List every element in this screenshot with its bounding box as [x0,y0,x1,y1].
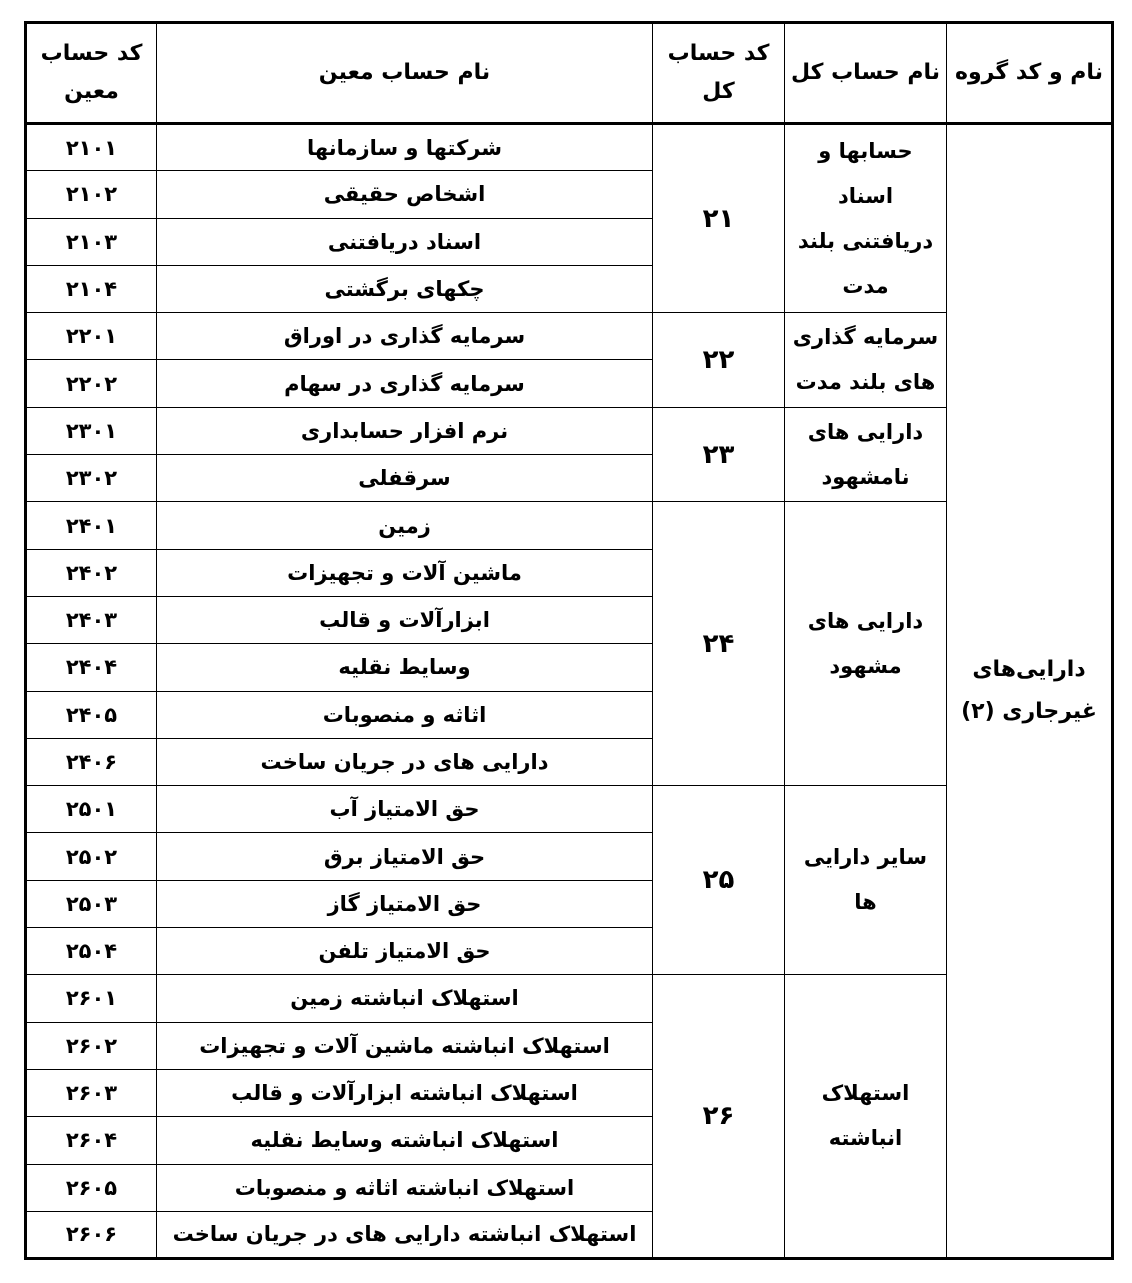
sub-account-name: اثاثه و منصوبات [157,691,653,738]
sub-account-code: ۲۴۰۴ [26,644,157,691]
sub-account-code: ۲۲۰۲ [26,360,157,407]
sub-account-name: ابزارآلات و قالب [157,596,653,643]
general-account-code: ۲۵ [653,786,785,975]
sub-account-name: حق الامتیاز برق [157,833,653,880]
sub-account-name: شرکتها و سازمانها [157,124,653,171]
general-account-name: حسابها و اسناد دریافتنی بلند مدت [785,124,947,313]
header-row [26,23,1113,124]
sub-account-name: استهلاک انباشته دارایی های در جریان ساخت [157,1211,653,1258]
sub-account-code: ۲۶۰۶ [26,1211,157,1258]
sub-account-code: ۲۶۰۱ [26,975,157,1022]
general-account-name: دارایی های مشهود [785,502,947,786]
sub-account-code: ۲۶۰۲ [26,1022,157,1069]
sub-account-name: سرمایه گذاری در سهام [157,360,653,407]
sub-account-name: نرم افزار حسابداری [157,407,653,454]
table-row [26,124,1113,171]
sub-account-name: حق الامتیاز گاز [157,880,653,927]
sub-account-name: زمین [157,502,653,549]
sub-account-code: ۲۲۰۱ [26,313,157,360]
sub-account-name: استهلاک انباشته اثاثه و منصوبات [157,1164,653,1211]
sub-account-code: ۲۶۰۵ [26,1164,157,1211]
sub-account-code: ۲۳۰۱ [26,407,157,454]
general-account-name: استهلاک انباشته [785,975,947,1259]
sub-account-name: اسناد دریافتنی [157,218,653,265]
general-account-code: ۲۴ [653,502,785,786]
sub-account-name: حق الامتیاز تلفن [157,928,653,975]
sub-account-code: ۲۶۰۴ [26,1117,157,1164]
sub-account-name: حق الامتیاز آب [157,786,653,833]
sub-account-name: استهلاک انباشته ابزارآلات و قالب [157,1069,653,1116]
sub-account-code: ۲۱۰۱ [26,124,157,171]
sub-account-code: ۲۵۰۴ [26,928,157,975]
sub-account-name: دارایی های در جریان ساخت [157,738,653,785]
header-group: نام و کد گروه [947,23,1113,124]
sub-account-code: ۲۶۰۳ [26,1069,157,1116]
sub-account-code: ۲۴۰۲ [26,549,157,596]
sub-account-code: ۲۱۰۲ [26,171,157,218]
general-account-name: سرمایه گذاری های بلند مدت [785,313,947,408]
sub-account-code: ۲۳۰۲ [26,455,157,502]
sub-account-code: ۲۴۰۶ [26,738,157,785]
sub-account-code: ۲۱۰۴ [26,265,157,312]
sub-account-name: استهلاک انباشته وسایط نقلیه [157,1117,653,1164]
sub-account-name: وسایط نقلیه [157,644,653,691]
sub-account-name: سرمایه گذاری در اوراق [157,313,653,360]
sub-account-name: سرقفلی [157,455,653,502]
sub-account-name: اشخاص حقیقی [157,171,653,218]
general-account-name: سایر دارایی ها [785,786,947,975]
header-general-code: کد حساب کل [653,23,785,124]
sub-account-code: ۲۵۰۱ [26,786,157,833]
sub-account-code: ۲۴۰۱ [26,502,157,549]
accounts-table [24,21,1114,1260]
sub-account-name: چکهای برگشتی [157,265,653,312]
group-name-cell: دارایی‌های غیرجاری (۲) [947,124,1113,1259]
header-sub-code: کد حساب معین [26,23,157,124]
header-general-name: نام حساب کل [785,23,947,124]
general-account-code: ۲۶ [653,975,785,1259]
general-account-code: ۲۲ [653,313,785,408]
sub-account-code: ۲۴۰۳ [26,596,157,643]
general-account-code: ۲۳ [653,407,785,502]
sub-account-code: ۲۴۰۵ [26,691,157,738]
sub-account-name: استهلاک انباشته ماشین آلات و تجهیزات [157,1022,653,1069]
sub-account-code: ۲۱۰۳ [26,218,157,265]
general-account-code: ۲۱ [653,124,785,313]
sub-account-code: ۲۵۰۲ [26,833,157,880]
sub-account-name: استهلاک انباشته زمین [157,975,653,1022]
table-body [26,124,1113,1259]
general-account-name: دارایی های نامشهود [785,407,947,502]
header-sub-name: نام حساب معین [157,23,653,124]
sub-account-name: ماشین آلات و تجهیزات [157,549,653,596]
sub-account-code: ۲۵۰۳ [26,880,157,927]
